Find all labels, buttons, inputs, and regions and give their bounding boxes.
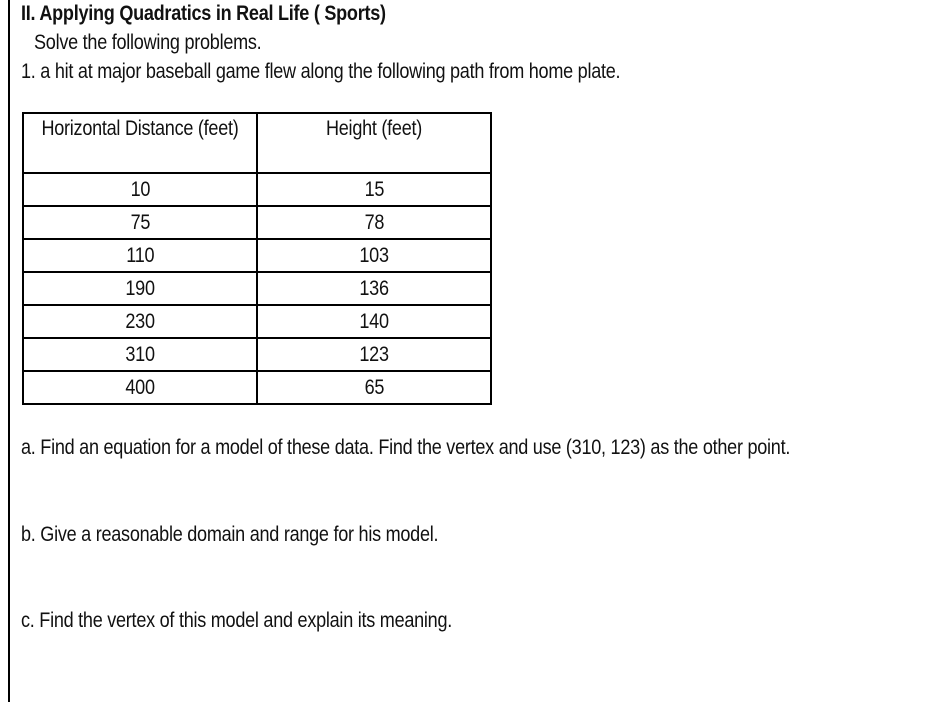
problem-statement: 1. a hit at major baseball game flew along the following path from home plate. — [21, 60, 621, 83]
table-header-row — [23, 113, 491, 173]
header-height: Height (feet) — [257, 113, 491, 173]
height-cell: 78 — [257, 206, 491, 239]
table-row — [23, 272, 491, 305]
height-cell: 123 — [257, 338, 491, 371]
distance-cell: 10 — [23, 173, 257, 206]
distance-cell: 230 — [23, 305, 257, 338]
question-a: a. Find an equation for a model of these data. Find the vertex and use (310, 123) as the other point. — [21, 436, 791, 459]
question-c: c. Find the vertex of this model and explain its meaning. — [21, 609, 453, 632]
table-row — [23, 371, 491, 404]
instructions-text: Solve the following problems. — [34, 31, 262, 54]
height-cell: 140 — [257, 305, 491, 338]
table-row — [23, 338, 491, 371]
distance-cell: 310 — [23, 338, 257, 371]
table-row — [23, 239, 491, 272]
table-row — [23, 173, 491, 206]
table-row — [23, 305, 491, 338]
data-table — [22, 112, 492, 405]
question-b: b. Give a reasonable domain and range for his model. — [21, 523, 439, 546]
height-cell: 103 — [257, 239, 491, 272]
distance-cell: 110 — [23, 239, 257, 272]
distance-cell: 75 — [23, 206, 257, 239]
height-cell: 15 — [257, 173, 491, 206]
table-row — [23, 206, 491, 239]
section-title: II. Applying Quadratics in Real Life ( Sports) — [21, 2, 386, 25]
height-cell: 65 — [257, 371, 491, 404]
height-cell: 136 — [257, 272, 491, 305]
distance-cell: 400 — [23, 371, 257, 404]
header-horizontal-distance: Horizontal Distance (feet) — [23, 113, 257, 173]
distance-cell: 190 — [23, 272, 257, 305]
left-margin-rule — [8, 0, 10, 702]
